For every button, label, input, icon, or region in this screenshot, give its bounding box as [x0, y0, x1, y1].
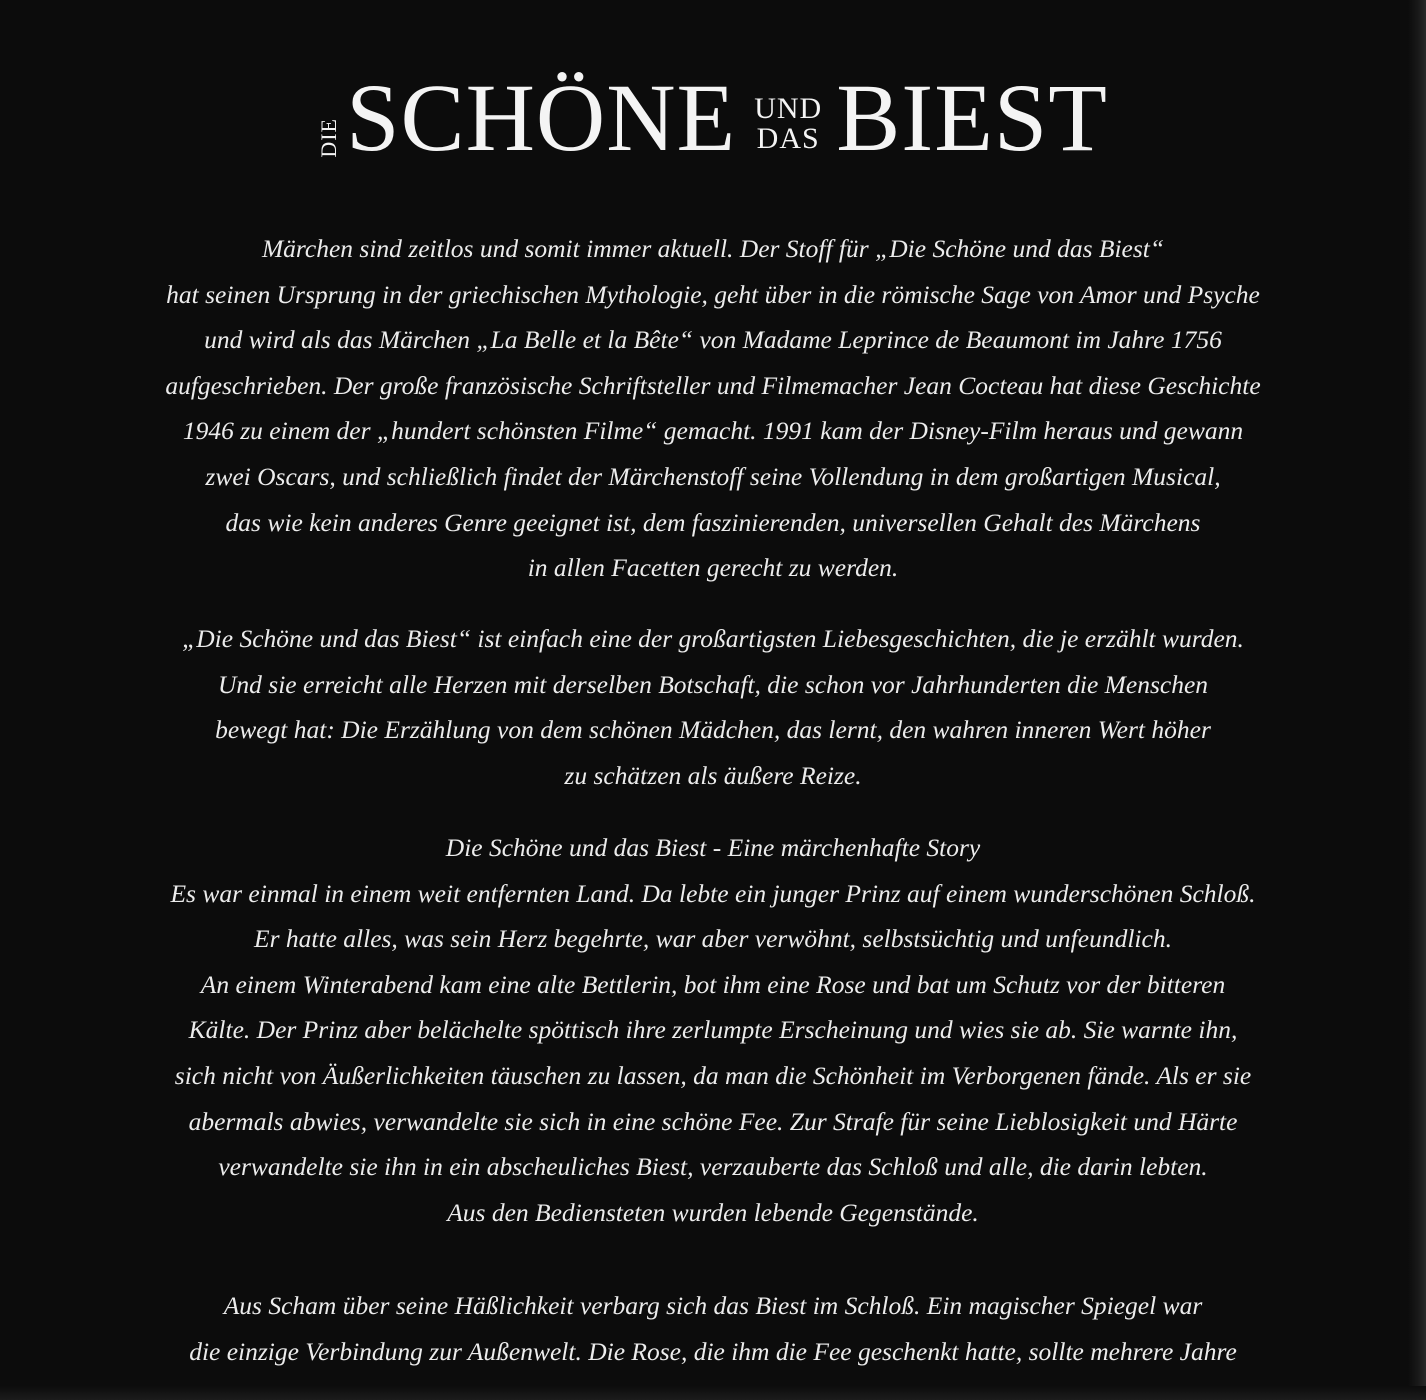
paragraph-story: [40, 825, 1386, 1235]
text-line: in allen Facetten gerecht zu werden.: [527, 553, 899, 583]
text-line: Märchen sind zeitlos und somit immer aktuell. Der Stoff für „Die Schöne und das Biest“: [261, 234, 1165, 263]
text-line: das wie kein anderes Genre geeignet ist, dem faszinierenden, universellen Gehalt des Märchens: [225, 507, 1201, 537]
text-line: Er hatte alles, was sein Herz begehrte, war aber verwöhnt, selbstsüchtig und unfeundlich.: [254, 924, 1172, 954]
text-line: die einzige Verbindung zur Außenwelt. Die Rose, die ihm die Fee geschenkt hatte, sollte mehrere Jahre: [189, 1336, 1237, 1366]
text-line: zwei Oscars, und schließlich findet der Märchenstoff seine Vollendung in dem großartigen Musical,: [205, 461, 1221, 491]
text-line: Aus den Bediensteten wurden lebende Gegenstände.: [447, 1197, 979, 1227]
story-heading: Die Schöne und das Biest - Eine märchenhafte Story: [445, 833, 981, 862]
title-connector: [754, 94, 822, 154]
text-line: An einem Winterabend kam eine alte Bettlerin, bot ihm eine Rose und bat um Schutz vor der bitteren: [200, 969, 1226, 999]
text-line: Und sie erreicht alle Herzen mit derselben Botschaft, die schon vor Jahrhunderten die Menschen: [217, 669, 1209, 699]
title-prefix: DIE: [316, 118, 342, 158]
text-line: Aus Scham über seine Häßlichkeit verbarg sich das Biest im Schloß. Ein magischer Spiegel war: [223, 1291, 1203, 1320]
title-connector-bottom: DAS: [756, 122, 820, 155]
text-line: zu schätzen als äußere Reize.: [564, 760, 862, 790]
text-line: „Die Schöne und das Biest“ ist einfach eine der großartigsten Liebesgeschichten, die je erzählt wurden.: [182, 624, 1244, 653]
text-line: Es war einmal in einem weit entfernten Land. Da lebte ein junger Prinz auf einem wunderschönen Schloß.: [170, 878, 1256, 908]
page-edge-right: [1408, 0, 1426, 1400]
paragraph-intro: [40, 226, 1386, 591]
page-title: [0, 64, 1426, 171]
text-line: hat seinen Ursprung in der griechischen Mythologie, geht über in die römische Sage von Amor und Psyche: [166, 279, 1260, 309]
page-edge-bottom: [0, 1386, 1426, 1400]
text-line: sich nicht von Äußerlichkeiten täuschen zu lassen, da man die Schönheit im Verborgenen fände. Als er sie: [174, 1060, 1252, 1090]
title-word-biest: BIEST: [836, 64, 1108, 171]
title-connector-top: UND: [754, 92, 823, 125]
text-line: verwandelte sie ihn in ein abscheuliches Biest, verzauberte das Schloß und alle, die darin lebten.: [218, 1152, 1208, 1182]
title-word-schoene: SCHÖNE: [346, 64, 737, 171]
text-line: aufgeschrieben. Der große französische Schriftsteller und Filmemacher Jean Cocteau hat diese Geschichte: [165, 370, 1261, 400]
text-line: und wird als das Märchen „La Belle et la Bête“ von Madame Leprince de Beaumont im Jahre 1756: [204, 325, 1222, 355]
text-line: abermals abwies, verwandelte sie sich in eine schöne Fee. Zur Strafe für seine Lieblosigkeit und Härte: [188, 1106, 1238, 1136]
paragraph-mirror: [40, 1283, 1386, 1374]
text-line: bewegt hat: Die Erzählung von dem schönen Mädchen, das lernt, den wahren inneren Wert höher: [215, 715, 1211, 745]
text-line: Kälte. Der Prinz aber belächelte spöttisch ihre zerlumpte Erscheinung und wies sie ab. Sie warnte ihn,: [188, 1015, 1238, 1045]
text-line: 1946 zu einem der „hundert schönsten Filme“ gemacht. 1991 kam der Disney-Film heraus und gewann: [182, 416, 1244, 446]
paragraph-love-story: [40, 616, 1386, 798]
